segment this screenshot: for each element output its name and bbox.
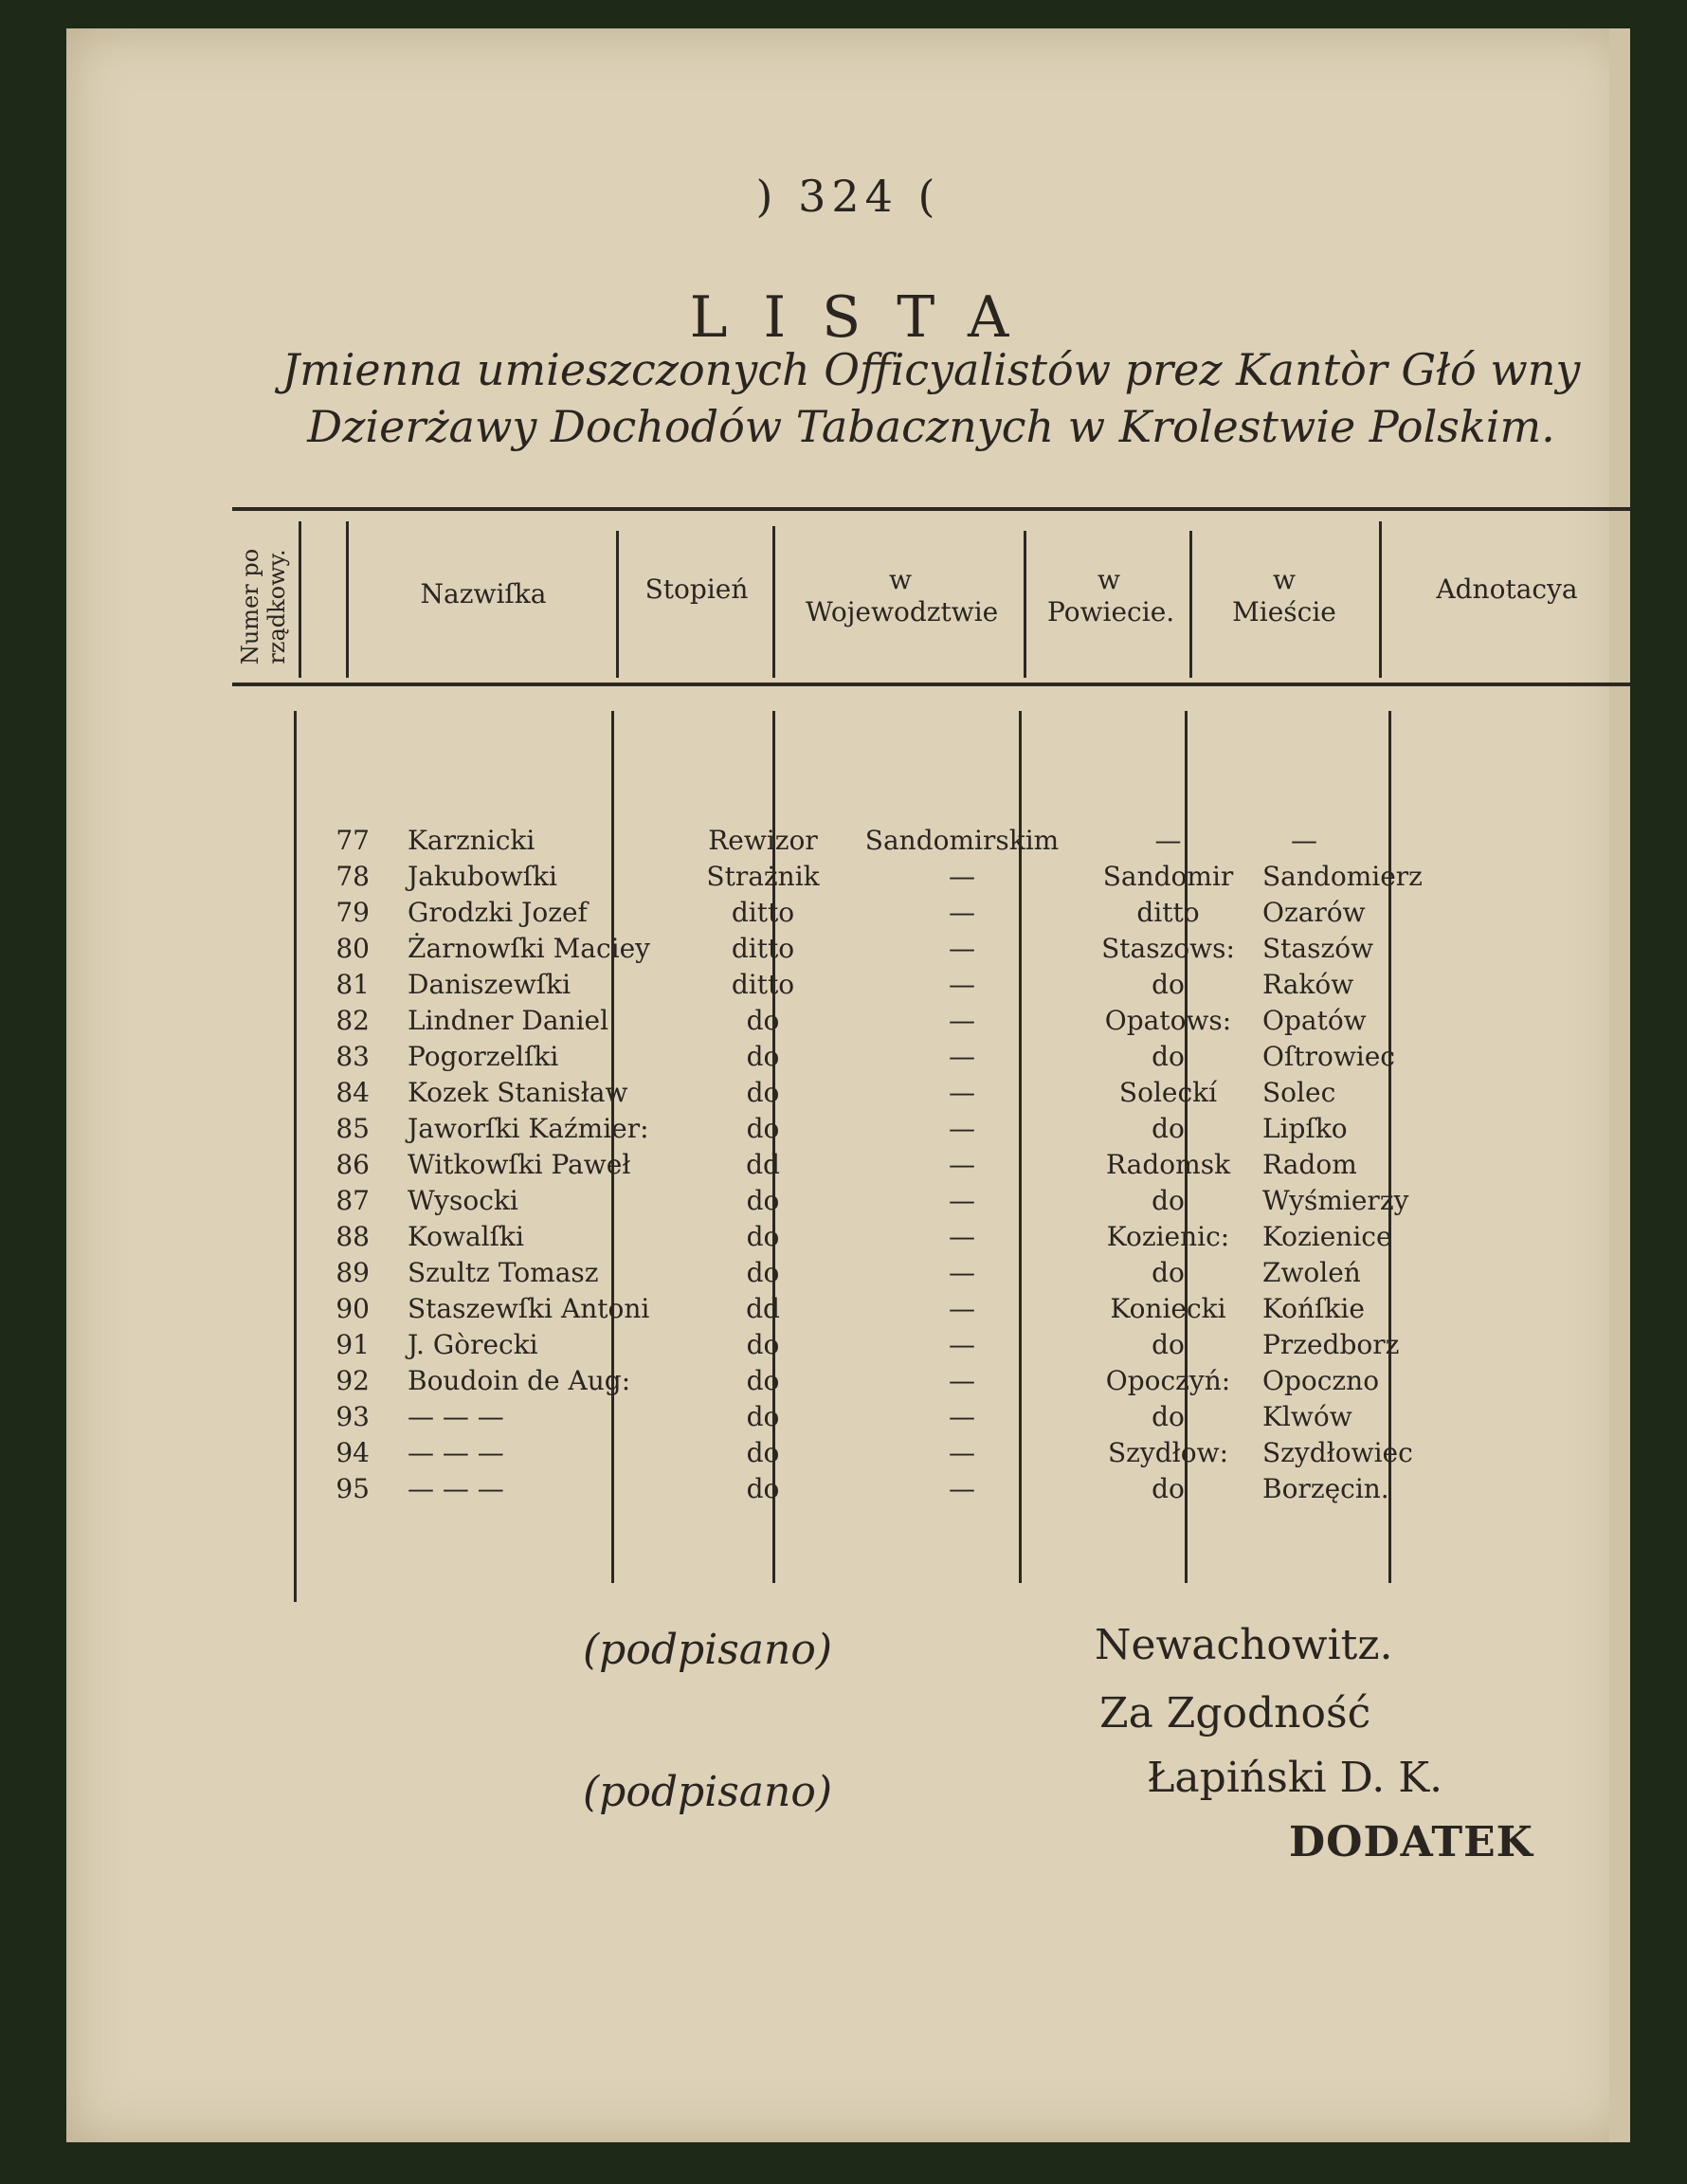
row-town: Ozarów [1262, 897, 1366, 928]
row-number: 90 [336, 1293, 370, 1324]
table-header-rule [232, 682, 1630, 686]
row-district: do [1152, 1113, 1185, 1144]
row-voivodeship: — [949, 1113, 975, 1144]
row-town: Końſkie [1262, 1293, 1365, 1324]
row-district: do [1152, 1473, 1185, 1504]
row-number: 77 [336, 825, 370, 856]
header-town: w Mieście [1232, 564, 1336, 628]
body-divider [294, 711, 297, 1602]
header-divider [299, 521, 301, 678]
row-name: Karznicki [408, 825, 535, 856]
row-district: — [1154, 825, 1182, 856]
row-rank: dd [746, 1149, 780, 1180]
row-rank: do [746, 1329, 780, 1360]
header-divider [1189, 531, 1192, 678]
row-number: 82 [336, 1005, 370, 1036]
row-name: — — — [408, 1473, 504, 1504]
row-district: Sandomir [1102, 861, 1234, 892]
row-number: 94 [336, 1437, 370, 1468]
row-district: Szydłow: [1107, 1437, 1228, 1468]
row-voivodeship: — [949, 1185, 975, 1216]
row-district: do [1152, 969, 1185, 1000]
row-rank: ditto [731, 933, 795, 964]
row-rank: do [746, 1257, 780, 1288]
row-district: ditto [1136, 897, 1200, 928]
header-divider [346, 521, 349, 678]
row-rank: do [746, 1437, 780, 1468]
header-district: w Powiecie. [1047, 564, 1175, 628]
row-town: Opatów [1262, 1005, 1367, 1036]
row-voivodeship: — [949, 1365, 975, 1396]
row-name: Kozek Stanisław [408, 1077, 628, 1108]
row-name: Wysocki [408, 1185, 518, 1216]
row-rank: do [746, 1041, 780, 1072]
row-name: Żarnowſki Maciey [408, 933, 650, 964]
row-name: Jaworſki Kaźmier: [408, 1113, 649, 1144]
row-name: Grodzki Jozef [408, 897, 588, 928]
row-district: do [1152, 1041, 1185, 1072]
row-voivodeship: Sandomirskim [864, 825, 1060, 856]
row-number: 93 [336, 1401, 370, 1432]
row-town: Raków [1262, 969, 1354, 1000]
row-name: Daniszewſki [408, 969, 571, 1000]
row-district: Staszows: [1101, 933, 1235, 964]
row-number: 87 [336, 1185, 370, 1216]
row-rank: do [746, 1077, 780, 1108]
row-district: Koniecki [1110, 1293, 1226, 1324]
row-rank: do [746, 1185, 780, 1216]
row-rank: do [746, 1221, 780, 1252]
row-town: Wyśmierzy [1262, 1185, 1409, 1216]
row-rank: ditto [731, 969, 795, 1000]
row-district: do [1152, 1401, 1185, 1432]
row-district: Kozienic: [1106, 1221, 1230, 1252]
row-town: Klwów [1262, 1401, 1352, 1432]
row-name: Witkowſki Paweł [408, 1149, 631, 1180]
row-name: Staszewſki Antoni [408, 1293, 650, 1324]
row-town: Szydłowiec [1262, 1437, 1413, 1468]
row-number: 95 [336, 1473, 370, 1504]
row-voivodeship: — [949, 861, 975, 892]
row-number: 84 [336, 1077, 370, 1108]
row-town: Przedborz [1262, 1329, 1400, 1360]
header-divider [1024, 531, 1026, 678]
row-town: Kozienice [1262, 1221, 1392, 1252]
row-town: Solec [1262, 1077, 1336, 1108]
row-rank: dd [746, 1293, 780, 1324]
row-number: 91 [336, 1329, 370, 1360]
row-voivodeship: — [949, 897, 975, 928]
row-district: do [1152, 1257, 1185, 1288]
row-district: do [1152, 1185, 1185, 1216]
row-rank: do [746, 1473, 780, 1504]
header-divider [1379, 521, 1382, 678]
row-rank: Rewizor [708, 825, 818, 856]
header-rank: Stopień [644, 573, 749, 605]
row-name: Boudoin de Aug: [408, 1365, 631, 1396]
row-number: 81 [336, 969, 370, 1000]
row-number: 92 [336, 1365, 370, 1396]
row-voivodeship: — [949, 969, 975, 1000]
row-district: Opatows: [1104, 1005, 1232, 1036]
row-town: Oſtrowiec [1262, 1041, 1395, 1072]
row-name: Pogorzelſki [408, 1041, 559, 1072]
row-district: Opoczyń: [1105, 1365, 1231, 1396]
row-number: 88 [336, 1221, 370, 1252]
row-name: Kowalſki [408, 1221, 524, 1252]
row-town: Radom [1262, 1149, 1357, 1180]
row-rank: do [746, 1365, 780, 1396]
row-name: Lindner Daniel [408, 1005, 609, 1036]
row-number: 78 [336, 861, 370, 892]
row-voivodeship: — [949, 1041, 975, 1072]
row-district: Soleckí [1118, 1077, 1218, 1108]
header-voivodeship: w Wojewodztwie [806, 564, 999, 628]
header-divider [772, 526, 775, 678]
header-number: Numer po rządkowy. [237, 548, 290, 665]
row-town: Staszów [1262, 933, 1374, 964]
row-voivodeship: — [949, 1437, 975, 1468]
row-voivodeship: — [949, 933, 975, 964]
row-town: Opoczno [1262, 1365, 1380, 1396]
row-voivodeship: — [949, 1149, 975, 1180]
signed-label-2: (podpisano) [583, 1768, 833, 1816]
header-names: Nazwiſka [420, 578, 547, 610]
catchword: DODATEK [1289, 1818, 1533, 1866]
row-voivodeship: — [949, 1005, 975, 1036]
row-number: 86 [336, 1149, 370, 1180]
header-divider [616, 531, 619, 678]
row-rank: do [746, 1005, 780, 1036]
row-name: Szultz Tomasz [408, 1257, 599, 1288]
row-rank: Strażnik [706, 861, 820, 892]
row-name: — — — [408, 1401, 504, 1432]
row-voivodeship: — [949, 1257, 975, 1288]
header-notes: Adnotacya [1436, 573, 1578, 605]
signatory-name-1: Newachowitz. [1095, 1621, 1393, 1669]
row-voivodeship: — [949, 1329, 975, 1360]
row-town: Zwoleń [1262, 1257, 1361, 1288]
book-page [66, 28, 1630, 2142]
row-town: Lipſko [1262, 1113, 1348, 1144]
row-district: Radomsk [1105, 1149, 1231, 1180]
row-name: — — — [408, 1437, 504, 1468]
row-town: Sandomierz [1262, 861, 1423, 892]
page-number: ) 324 ( [755, 171, 941, 222]
row-voivodeship: — [949, 1473, 975, 1504]
row-number: 85 [336, 1113, 370, 1144]
page-subtitle: Jmienna umieszczonych Officyalistów prez Kantòr Głó wny Dzierżawy Dochodów Tabacznych w Krolestwie Polskim. [281, 344, 1581, 452]
page-heading: LISTA [689, 284, 1045, 351]
conformity-note: Za Zgodność [1099, 1689, 1371, 1738]
row-number: 89 [336, 1257, 370, 1288]
row-district: do [1152, 1329, 1185, 1360]
row-town: Borzęcin. [1262, 1473, 1389, 1504]
row-number: 79 [336, 897, 370, 928]
row-number: 83 [336, 1041, 370, 1072]
signed-label-1: (podpisano) [583, 1626, 833, 1674]
row-voivodeship: — [949, 1293, 975, 1324]
row-name: Jakubowſki [408, 861, 557, 892]
row-rank: do [746, 1401, 780, 1432]
row-voivodeship: — [949, 1401, 975, 1432]
signatory-name-2: Łapiński D. K. [1147, 1754, 1443, 1802]
row-voivodeship: — [949, 1221, 975, 1252]
table-top-rule [232, 507, 1630, 511]
row-name: J. Gòrecki [408, 1329, 538, 1360]
row-number: 80 [336, 933, 370, 964]
row-rank: ditto [731, 897, 795, 928]
row-town: — [1291, 825, 1317, 856]
row-rank: do [746, 1113, 780, 1144]
row-voivodeship: — [949, 1077, 975, 1108]
